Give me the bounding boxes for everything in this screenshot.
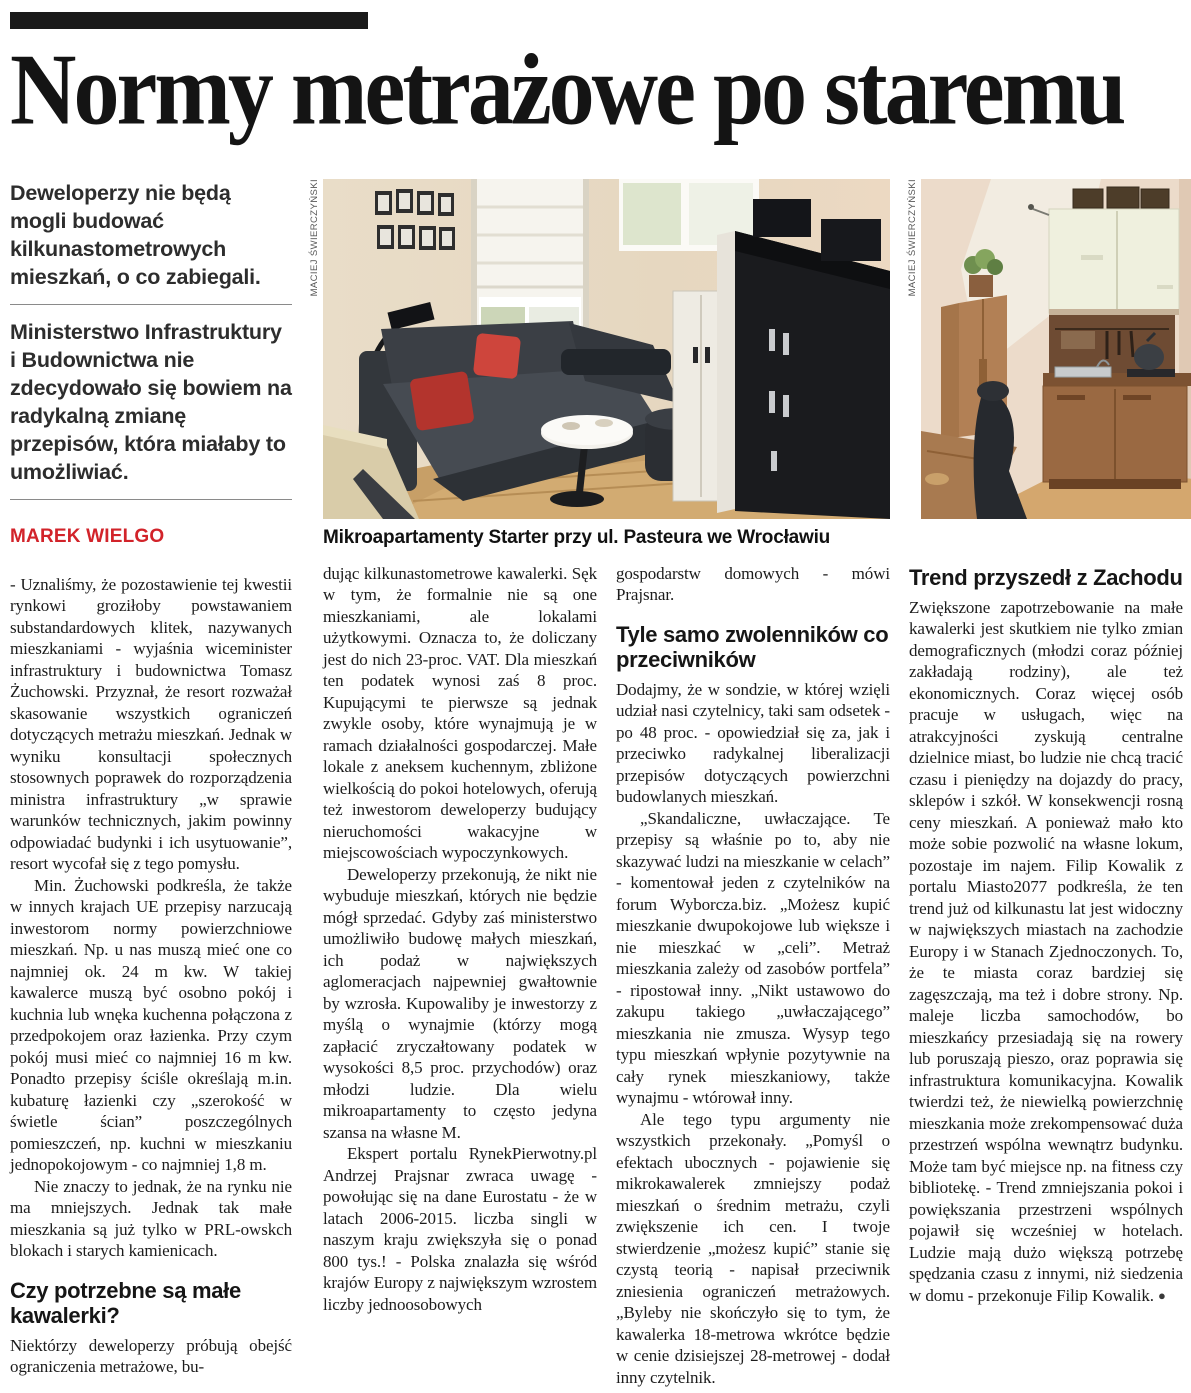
paragraph: Nie znaczy to jednak, że na rynku nie ma mniejszych. Jednak tak małe mieszkania są już tylko w PRL-owskch blokach i starych kamienicach. (10, 1176, 292, 1261)
paragraph: - Uznaliśmy, że pozostawienie tej kwestii rynkowi groziłoby powstawaniem substandardowych klitek, nazywanych mieszkaniami - wyjaśnia wiceminister infrastruktury i budownictwa Tomasz Żuchowski. Przyznał, że resort rozważał skasowanie wszystkich ograniczeń dotyczących metrażu mieszkań. Jednak w wyniku konsultacji społecznych stosownych poprawek do rozporządzenia ministra infrastruktury „w sprawie warunków technicznych, jakim powinny odpowiadać budynki i ich usytuowanie”, resort wycofał się z tego pomysłu. (10, 574, 292, 874)
paragraph: Min. Żuchowski podkreśla, że także w innych krajach UE przepisy narzucają inwestorom normy powierzchniowe mieszkań. Np. u nas muszą mieć one co najmniej ok. 24 m kw. W takiej kawalerce muszą być osobno pokój i kuchnia lub wnęka kuchenna połączona z przedpokojem oraz łazienka. Przy czym pokój musi mieć co najmniej 16 m kw. Ponadto przepisy ściśle określają m.in. kubaturę łazienki czy „szerokość w świetle ścian” poszczególnych pomieszczeń, np. kuchni w mieszkaniu jednopokojowym - co najmniej 1,8 m. (10, 875, 292, 1175)
article-headline: Normy metrażowe po staremu (10, 33, 1124, 146)
body-columns (323, 563, 1183, 1389)
body-column-3 (616, 563, 890, 1389)
author-name: MAREK WIELGO (10, 525, 165, 547)
paragraph: Ale tego typu argumenty nie wszystkich przekonały. „Pomyśl o efektach ubocznych - pojawienie się mikrokawalerek zmniejszy podaż mieszkań o średnim metrażu, czyli zwiększenie ich cen. I twoje stwierdzenie „możesz kupić” stanie się czystą teorią - napisał przeciwnik zniesienia ograniczeń metrażowych. „Byleby nie skończyło się to tym, że kawalerka 18-metrowa wkrótce będzie w cenie dzisiejszej 28-metrowej - dodał inny czytelnik. (616, 1109, 890, 1387)
photo-caption: Mikroapartamenty Starter przy ul. Pasteura we Wrocławiu (323, 526, 831, 548)
paragraph: Niektórzy deweloperzy próbują obejść ograniczenia metrażowe, bu- (10, 1335, 292, 1377)
article-content (10, 179, 1183, 1389)
paragraph: „Skandaliczne, uwłaczające. Te przepisy są właśnie po to, aby nie skazywać ludzi na mieszkanie w celach” - komentował jeden z czytelników na forum Wyborcza.biz. „Możesz kupić mieszkanie dwupokojowe lub większe i nie mieszkać w „celi”. Metraż mieszkania zależy od zasobów portfela” - ripostował inny. „Nikt ustawowo do zakupu takiego „uwłaczającego” mieszkania nie zmusza. Wysyp tego typu mieszkań wpłynie pozytywnie na cały rynek mieszkaniowy, także wynajmu - wtórował inny. (616, 808, 890, 1108)
section-heading-zwolennicy: Tyle samo zwolenników co przeciwników (616, 621, 889, 672)
body-column-2 (323, 563, 597, 1389)
lead-paragraph-2: Ministerstwo Infrastruktury i Budownictwa nie zdecydowało się bowiem na radykalną zmianę przepisów, która miałaby to umożliwiać. (10, 319, 292, 484)
paragraph (909, 597, 1183, 1307)
upper-cabinet (1028, 204, 1179, 315)
paragraph-text: Zwiększone zapotrzebowanie na małe kawalerki jest skutkiem nie tylko zmian demograficznych (młodzi coraz później zakładają rodziny), ale też ekonomicznych. Coraz więcej osób pracuje w usługach, więc na atrakcyjności zyskują centralne dzielnice miast, bo ludzie nie chcą tracić czasu i pieniędzy na dojazdy do pracy, sklepów i szkół. W konsekwencji rosną ceny mieszkań. A ponieważ mało kto może sobie pozwolić na własne lokum, pozostaje im najem. Filip Kowalik z portalu Miasto2077 podkreśla, że ten trend już od kilkunastu lat jest widoczny w największych miastach na zachodzie Europy i w Stanach Zjednoczonych. To, że te miasta coraz bardziej się zagęszczają, ma też i dobre strony. Np. maleje liczba samochodów, bo mieszkańcy przesiadają się na rowery lub poruszają pieszo, oraz poprawia się infrastruktura komunikacyjna. Kowalik twierdzi też, że niewielką powierzchnię mieszkania może zrekompensować duża przestrzeń wspólna wewnątrz budynku. Może tam być miejsce np. na fitness czy bibliotekę. - Trend zmniejszania pokoi i powiększania przestrzeni wspólnych pojawił się wcześniej w hotelach. Ludzie mają dużo większą potrzebę spędzania czasu z innymi, niż siedzenia w domu - przekonuje Filip Kowalik. (909, 597, 1183, 1305)
left-rail (10, 179, 292, 1389)
photo-living-room (309, 178, 890, 519)
main-area (308, 179, 1183, 1389)
body-column-1 (10, 574, 292, 1378)
kitchenette-illustration (921, 179, 1191, 519)
section-heading-kawalerki: Czy potrzebne są małe kawalerki? (10, 1277, 241, 1328)
paragraph: gospodarstw domowych - mówi Prajsnar. (616, 563, 890, 605)
photo-credit: MACIEJ ŚWIERCZYŃSKI (309, 178, 320, 297)
lead-paragraph-1: Deweloperzy nie będą mogli budować kilkunastometrowych mieszkań, o co zabiegali. (10, 180, 261, 289)
divider (10, 499, 292, 500)
article-end-mark: ● (1157, 1287, 1166, 1303)
paragraph: Dodajmy, że w sondzie, w której wzięli udział nasi czytelnicy, taki sam odsetek - po 48 proc. - opowiedział się za, jak i przeciwko radykalnej liberalizacji przepisów dotyczących powierzchni budowlanych mieszkań. (616, 679, 890, 807)
paragraph: Deweloperzy przekonują, że nikt nie wybuduje mieszkań, których nie będzie mógł sprzedać. Gdyby zaś ministerstwo umożliwiło budowę małych mieszkań, ich podaż w największych aglomeracjach najpewniej gwałtownie by wzrosła. Kupowaliby je inwestorzy z myślą o wynajmie (którzy mogą zapłacić zryczałtowany podatek w wysokości 8,5 proc. przychodów) oraz młodzi ludzie. Dla wielu mikroapartamenty to często jedyna szansa na własne M. (323, 864, 597, 1142)
paragraph: Ekspert portalu RynekPierwotny.pl Andrzej Prajsnar zwraca uwagę - powołując się na dane Eurostatu - że w latach 2006-2015. liczba singli w naszym kraju zwiększyła się o ponad 800 tys.! - Polska znalazła się wśród krajów Europy z największym wzrostem liczby jednoosobowych (323, 1144, 597, 1314)
lower-cabinet (1043, 386, 1187, 489)
body-column-4 (909, 563, 1183, 1389)
living-room-illustration (323, 179, 890, 519)
divider (10, 304, 292, 305)
masthead-bar (10, 12, 368, 29)
paragraph: dując kilkunastometrowe kawalerki. Sęk w tym, że formalnie nie są one mieszkaniami, ale lokalami użytkowymi. Oznacza to, że doliczany jest do nich 23-proc. VAT. Dla mieszkań ten podatek wynosi zaś 8 proc. Kupującymi te pierwsze są jednak zwykle osoby, które wynajmują je w ramach działalności gospodarczej. Małe lokale z aneksem kuchennym, zbliżone wielkością do pokoi hotelowych, oferują też inwestorom deweloperzy budujący nieruchomości wakacyjne w miejscowościach wypoczynkowych. (323, 563, 597, 863)
photo-kitchenette (907, 178, 1191, 519)
photos-row (308, 179, 1183, 519)
section-heading-trend: Trend przyszedł z Zachodu (909, 564, 1183, 590)
storage-boxes (1073, 187, 1169, 208)
photo-credit: MACIEJ ŚWIERCZYŃSKI (907, 178, 918, 297)
